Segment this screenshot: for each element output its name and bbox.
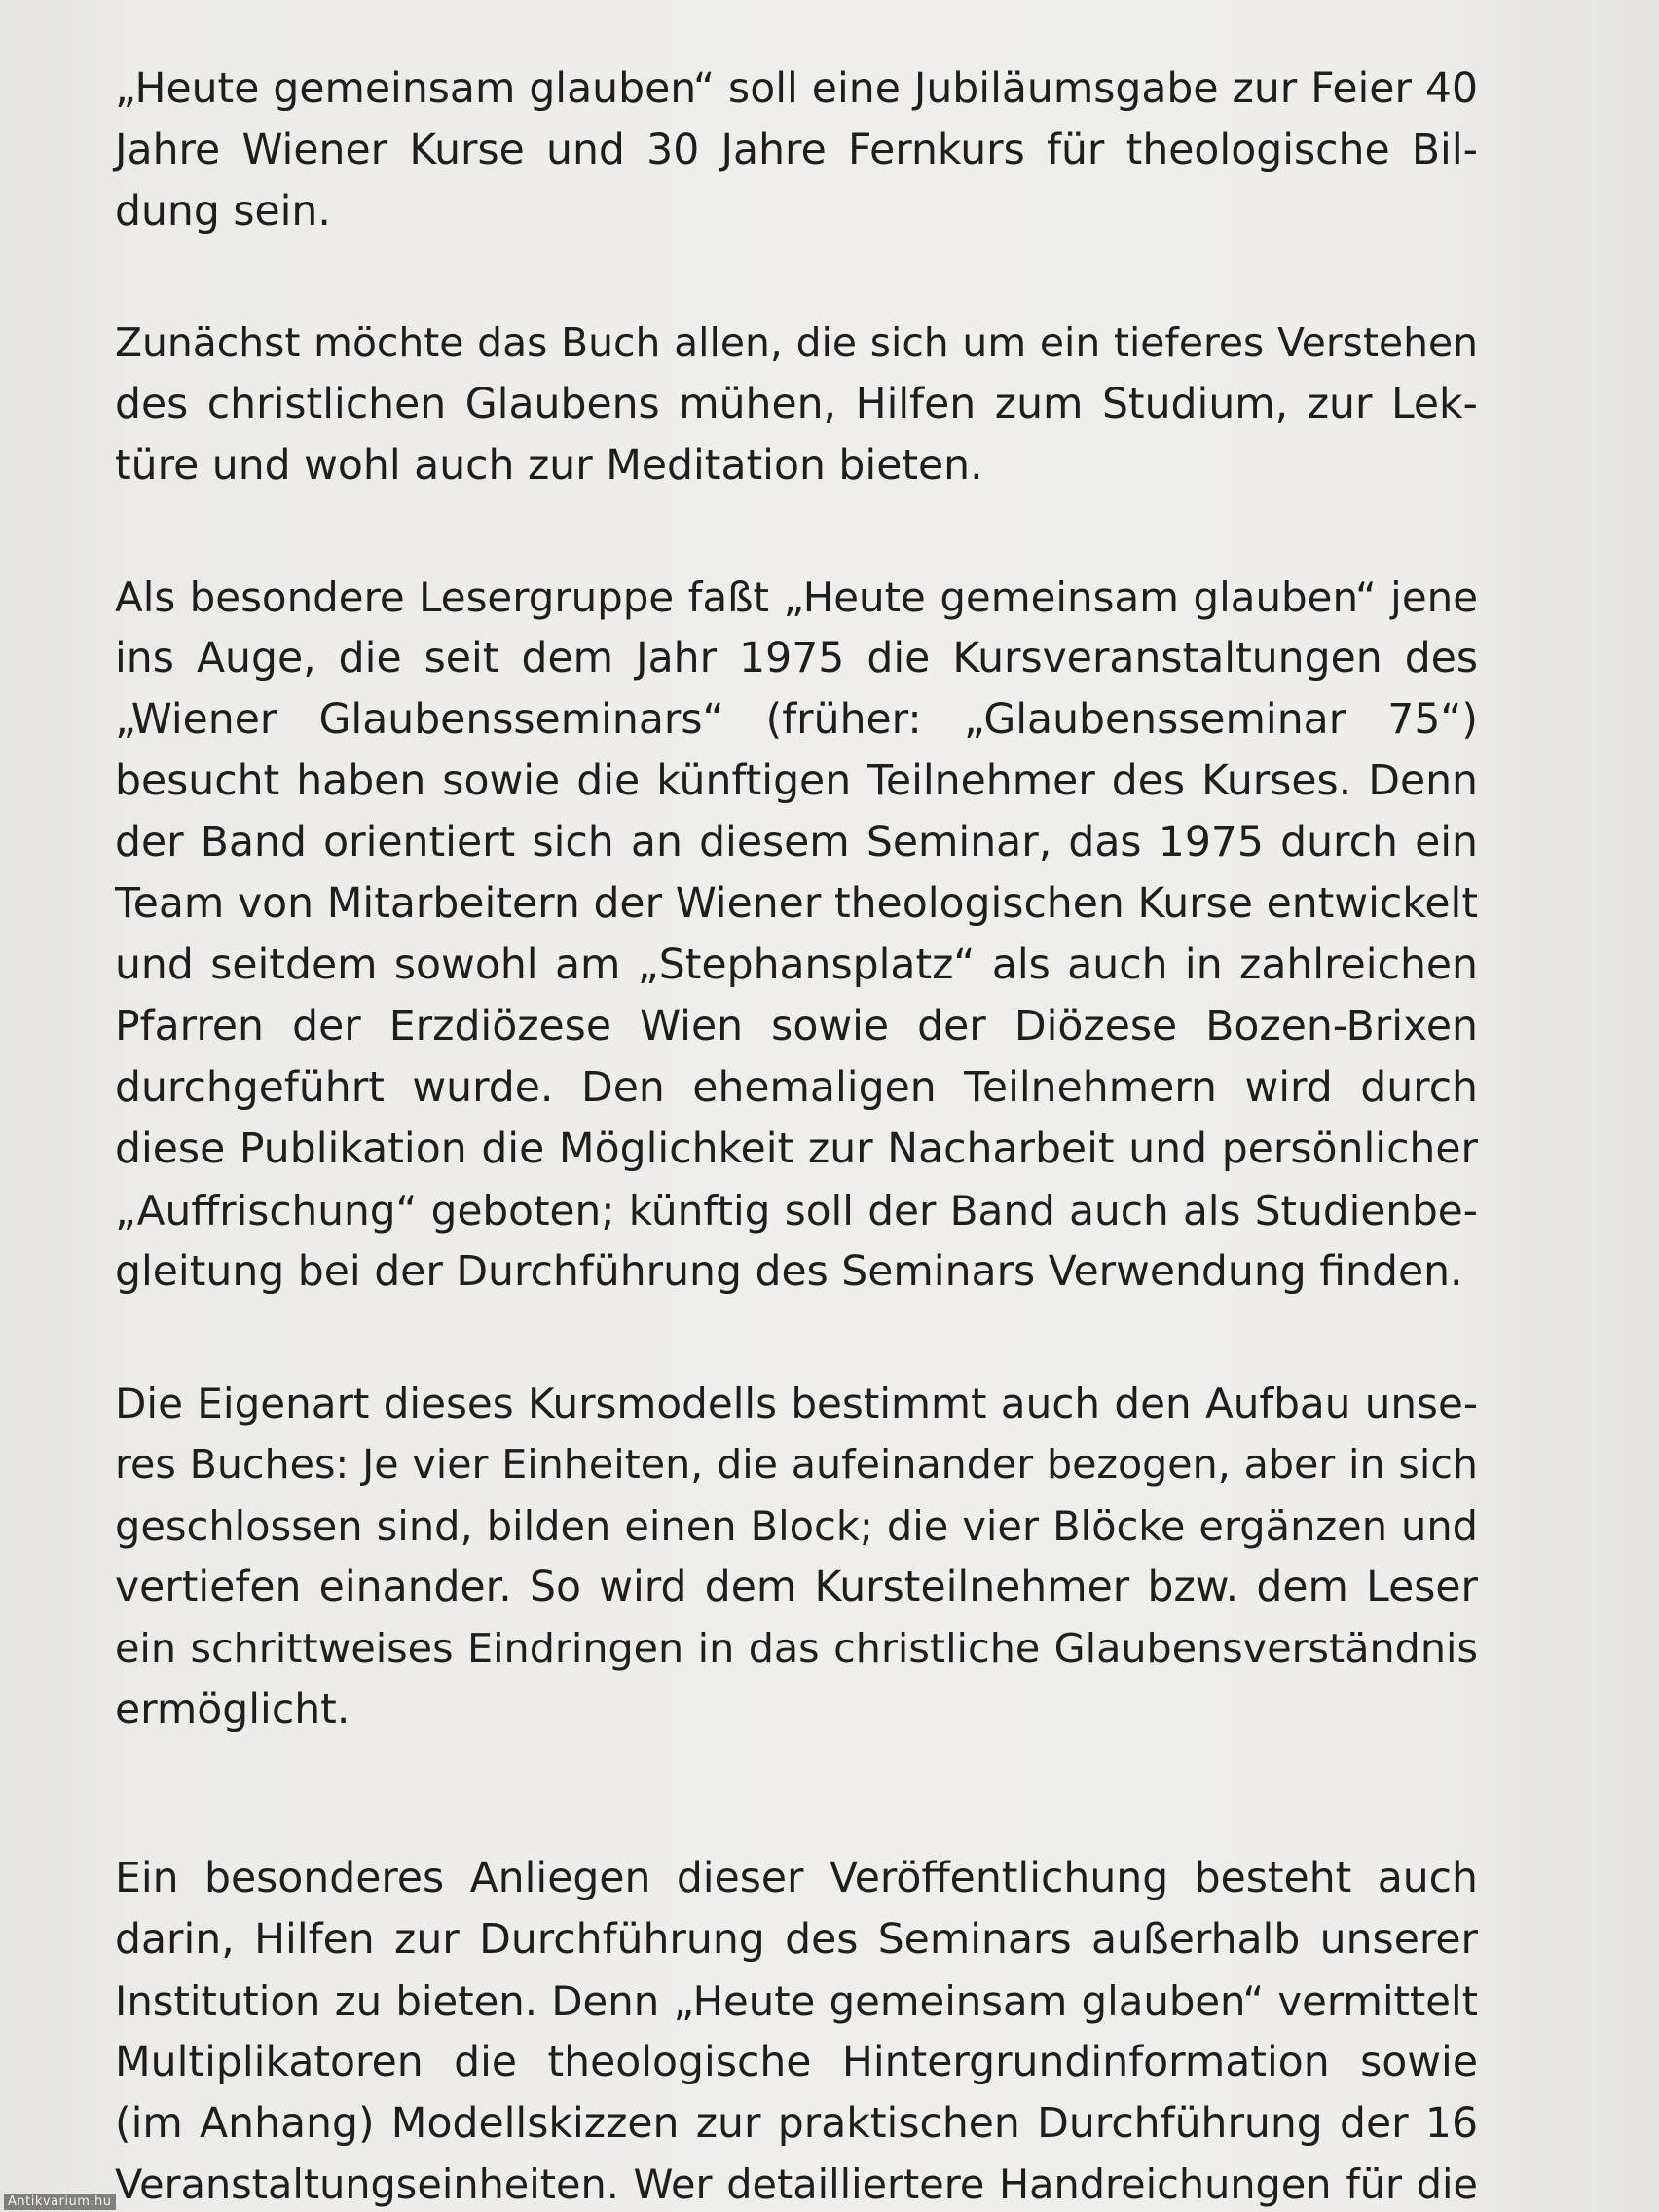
text-line: res Buches: Je vier Einheiten, die aufeinander bezogen, aber in sich — [115, 1441, 1478, 1488]
text-line: gleitung bei der Durchführung des Seminars Verwendung finden. — [115, 1248, 1463, 1296]
paragraph-2 — [115, 313, 1478, 497]
text-line: ein schrittweises Eindringen in das christliche Glaubensverständnis — [115, 1625, 1478, 1672]
text-line: (im Anhang) Modellskizzen zur praktischen Durchführung der 16 — [115, 2100, 1478, 2148]
text-line: „Heute gemeinsam glauben“ soll eine Jubiläumsgabe zur Feier 40 — [115, 65, 1478, 113]
text-line: Team von Mitarbeitern der Wiener theologischen Kurse entwickelt — [115, 880, 1478, 928]
text-line: „Wiener Glaubensseminars“ (früher: „Glaubensseminar 75“) — [115, 696, 1478, 744]
text-line: geschlossen sind, bilden einen Block; die vier Blöcke ergänzen und — [115, 1502, 1478, 1550]
text-line: Institution zu bieten. Denn „Heute gemeinsam glauben“ vermittelt — [115, 1977, 1478, 2025]
text-line: Die Eigenart dieses Kursmodells bestimmt auch den Aufbau unse- — [115, 1380, 1478, 1427]
paragraph-3 — [115, 567, 1478, 1303]
text-line: Jahre Wiener Kurse und 30 Jahre Fernkurs für theologische Bil- — [115, 127, 1478, 174]
text-line: besucht haben sowie die künftigen Teilnehmer des Kurses. Denn — [115, 757, 1478, 805]
text-line: türe und wohl auch zur Meditation bieten. — [115, 442, 983, 490]
watermark-label: Antikvarium.hu — [4, 2194, 116, 2210]
text-line: Pfarren der Erzdiözese Wien sowie der Diözese Bozen-Brixen — [115, 1003, 1478, 1051]
text-line: „Auffrischung“ geboten; künftig soll der Band auch als Studienbe- — [115, 1187, 1478, 1235]
text-line: Als besondere Lesergruppe faßt „Heute gemeinsam glauben“ jene — [115, 573, 1478, 621]
text-line: Veranstaltungseinheiten. Wer detailliertere Handreichungen für die — [115, 2161, 1478, 2208]
paragraph-4 — [115, 1373, 1478, 1741]
text-line: ermöglicht. — [115, 1686, 350, 1734]
paragraph-5 — [115, 1848, 1478, 2212]
text-line: ins Auge, die seit dem Jahr 1975 die Kursveranstaltungen des — [115, 635, 1478, 682]
body-text — [115, 58, 1478, 2212]
text-line: durchgeführt wurde. Den ehemaligen Teilnehmern wird durch — [115, 1064, 1478, 1112]
text-line: und seitdem sowohl am „Stephansplatz“ als auch in zahlreichen — [115, 941, 1478, 989]
text-line: vertiefen einander. So wird dem Kursteilnehmer bzw. dem Leser — [115, 1564, 1478, 1611]
text-line: darin, Hilfen zur Durchführung des Seminars außerhalb unserer — [115, 1916, 1478, 1964]
text-line: Ein besonderes Anliegen dieser Veröffentlichung besteht auch — [115, 1855, 1478, 1902]
paragraph-1 — [115, 58, 1478, 242]
text-line: der Band orientiert sich an diesem Seminar, das 1975 durch ein — [115, 819, 1478, 866]
text-line: des christlichen Glaubens mühen, Hilfen zum Studium, zur Lek- — [115, 381, 1478, 428]
text-line: dung sein. — [115, 188, 331, 236]
text-line: Multiplikatoren die theologische Hintergrundinformation sowie — [115, 2039, 1478, 2086]
text-line: diese Publikation die Möglichkeit zur Nacharbeit und persönlicher — [115, 1125, 1478, 1173]
text-line: Zunächst möchte das Buch allen, die sich um ein tieferes Verstehen — [115, 319, 1478, 366]
